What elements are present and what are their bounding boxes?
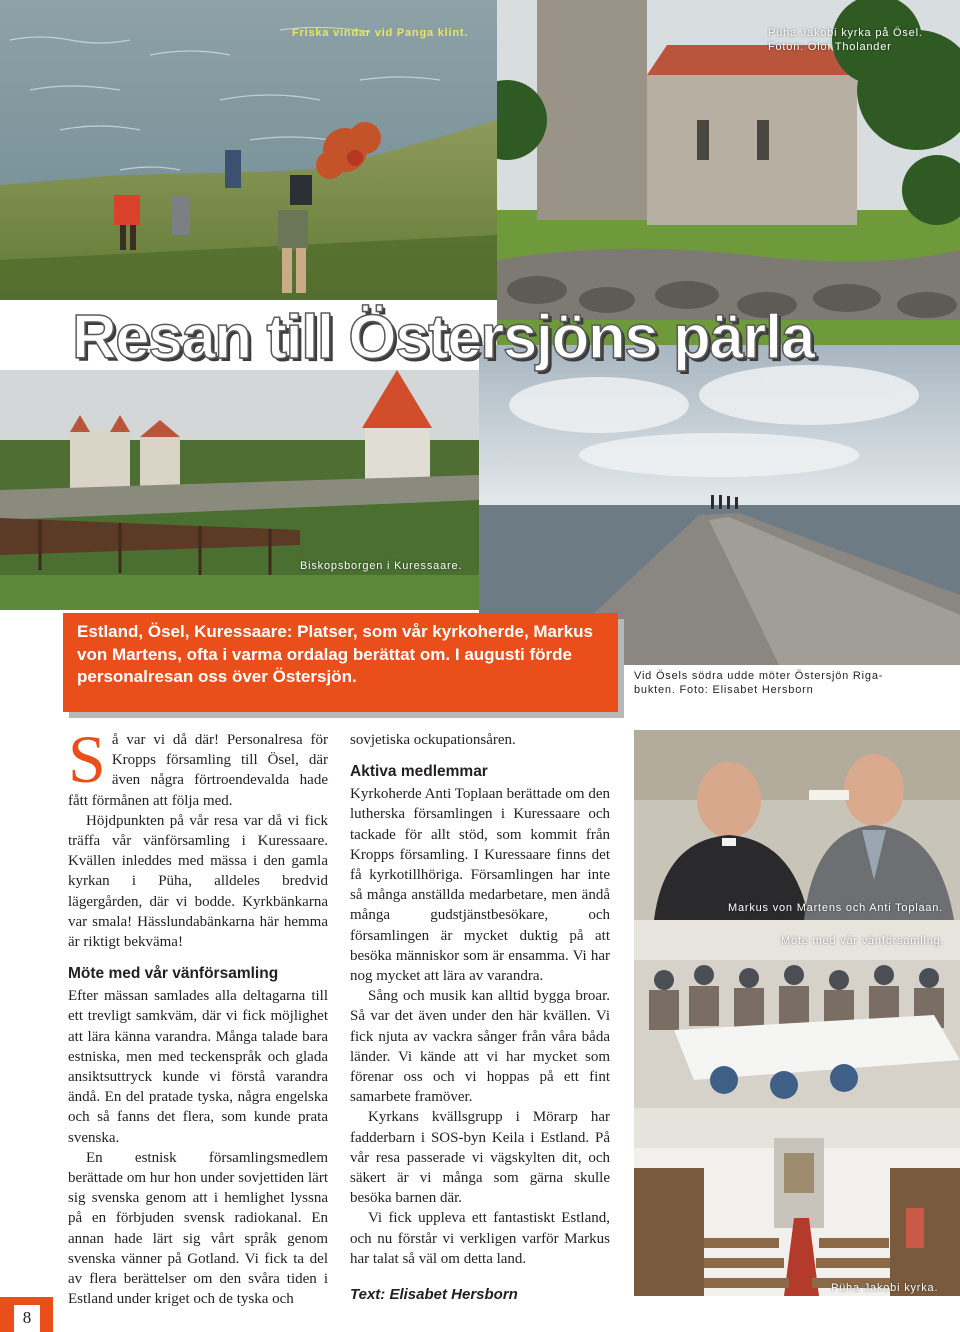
caption-spit-2: bukten. Foto: Elisabet Hersborn (634, 684, 814, 696)
page-headline: Resan till Östersjöns pärla (72, 303, 814, 372)
photo-panga-cliff (0, 0, 497, 300)
caption-interior: Püha Jakobi kyrka. (831, 1282, 939, 1294)
column-1 (68, 721, 328, 1309)
section-heading: Möte med vår vänförsamling (68, 965, 279, 983)
paragraph: Kyrkans kvällsgrupp i Mörarp har fadderbarn i SOS-byn Keila i Estland. På vår resa passerade vi vägskylten dit, och säkert är vi många som gärna skulle besöka barnen där. (350, 1109, 610, 1207)
caption-markus: Markus von Martens och Anti Toplaan. (728, 902, 944, 914)
byline: Text: Elisabet Hersborn (350, 1286, 518, 1304)
photo-kuressaare-castle (0, 370, 479, 610)
page-number: 8 (14, 1305, 40, 1332)
section-heading: Aktiva medlemmar (350, 763, 488, 781)
paragraph: Vi fick uppleva ett fantastiskt Estland, och nu förstår vi verkligen varför Markus har talat så väl om detta land. (350, 1210, 610, 1267)
caption-puha-church-2: Foton: Olof Tholander (768, 41, 892, 53)
caption-meeting: Möte med vår vänförsamling. (781, 935, 945, 947)
caption-spit-1: Vid Ösels södra udde möter Östersjön Riga- (634, 670, 884, 682)
dropcap: S (68, 721, 106, 797)
paragraph: En estnisk församlingsmedlem berättade om hur hon under sovjettiden lärt sig svenska genom att i hemlighet lyssna på en förbjuden svensk radiokanal. En annan hade lärt sig vårt språk genom svenska vänner på Gotland. Vi fick ta del av flera berättelser om den svåra tiden i Estland under kriget och de tyska och (68, 1149, 328, 1308)
lead-text: å var vi då där! Personalresa för Kropps församling till Ösel, där även några förtroendevalda hade fått förmånen att följa med. (68, 732, 328, 809)
caption-puha-church-1: Püha Jakobi kyrka på Ösel. (768, 27, 923, 39)
photo-church-interior (634, 1108, 960, 1296)
paragraph: Höjdpunkten på vår resa var då vi fick träffa vår vänförsamling i Kuressaare. Kvällen inleddes med mässa i den gamla kyrkan i Püha, alldeles bredvid lägergården, där vi bodde. Kyrkbänkarna var smala! Hässlundabänkarna här hemma är riktigt bekväma! (68, 812, 328, 951)
photo-markus-anti (634, 730, 960, 920)
caption-panga: Friska vindar vid Panga klint. (292, 27, 469, 39)
intro-box (63, 613, 618, 712)
page-number-box (0, 1297, 53, 1332)
column-2 (350, 730, 610, 1305)
paragraph: Sång och musik kan alltid bygga broar. Så var det även under den här kvällen. Vi fick njuta av vackra sånger från våra båda länder. Vi kände att vi har mycket som förenar oss och vi hoppas på ett fint samarbete framöver. (350, 988, 610, 1106)
intro-text: Estland, Ösel, Kuressaare: Platser, som vår kyrkoherde, Markus von Martens, ofta i varma ordalag berättat om. I augusti förde personalresan oss över Östersjön. (77, 622, 593, 686)
paragraph: Kyrkoherde Anti Toplaan berättade om den lutherska församlingen i Kuressaare och tackade för allt stöd, som kommit från Kropps församling. I Kuressaare finns det få kyrkotillhöriga. Församlingen har inte så många anställda medarbetare, men ändå många gudstjänstbesökare, och församlingen är mycket duktig på att besöka människor som är ensamma. Vi har nog mycket att lära av varandra. (350, 786, 610, 985)
caption-castle: Biskopsborgen i Kuressaare. (300, 560, 463, 572)
photo-meeting (634, 920, 960, 1108)
paragraph: sovjetiska ockupationsåren. (350, 732, 516, 748)
lead-paragraph (68, 721, 328, 811)
paragraph: Efter mässan samlades alla deltagarna till ett trevligt samkväm, där vi fick möjlighet att lära känna varandra. Många talade bara estniska, men med teckenspråk och glada ansiktsuttryck kunde vi förstå varandra ändå. En del pratade tyska, några engelska och så fanns det flera, som kunde prata svenska. (68, 988, 328, 1146)
